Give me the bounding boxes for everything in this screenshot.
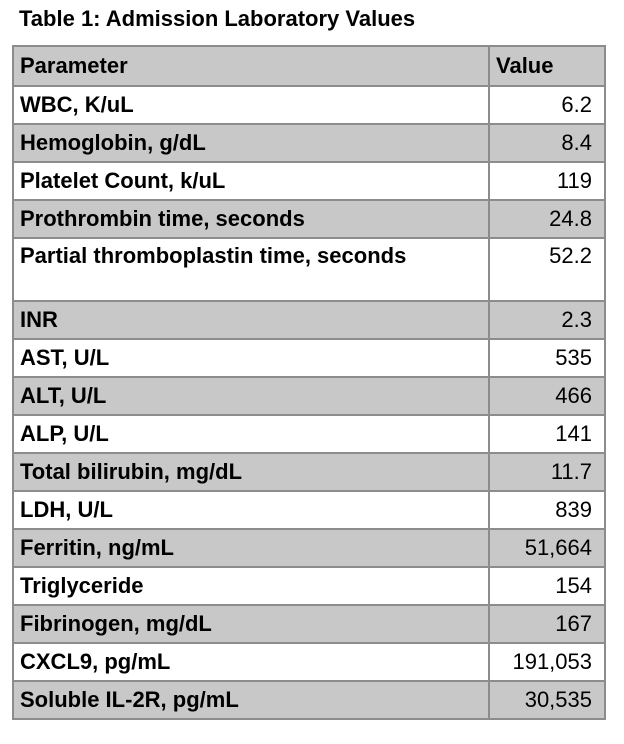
table-row (13, 86, 605, 124)
row-parameter: Triglyceride (13, 567, 489, 605)
row-parameter: WBC, K/uL (13, 86, 489, 124)
table-row (13, 200, 605, 238)
table-row (13, 453, 605, 491)
row-value: 191,053 (489, 643, 605, 681)
table-row (13, 238, 605, 301)
row-value: 24.8 (489, 200, 605, 238)
header-parameter: Parameter (13, 46, 489, 86)
table-row (13, 529, 605, 567)
row-value: 52.2 (489, 238, 605, 301)
row-value: 141 (489, 415, 605, 453)
row-value: 466 (489, 377, 605, 415)
row-parameter: LDH, U/L (13, 491, 489, 529)
row-parameter: INR (13, 301, 489, 339)
lab-values-table (12, 45, 606, 720)
table-row (13, 124, 605, 162)
header-value: Value (489, 46, 605, 86)
row-parameter: Soluble IL-2R, pg/mL (13, 681, 489, 719)
row-value: 839 (489, 491, 605, 529)
row-parameter: Ferritin, ng/mL (13, 529, 489, 567)
table-row (13, 301, 605, 339)
row-parameter: Total bilirubin, mg/dL (13, 453, 489, 491)
row-parameter: Fibrinogen, mg/dL (13, 605, 489, 643)
row-value: 154 (489, 567, 605, 605)
table-row (13, 567, 605, 605)
row-parameter: CXCL9, pg/mL (13, 643, 489, 681)
row-parameter: Prothrombin time, seconds (13, 200, 489, 238)
table-row (13, 162, 605, 200)
row-parameter: Hemoglobin, g/dL (13, 124, 489, 162)
table-row (13, 491, 605, 529)
row-value: 167 (489, 605, 605, 643)
row-value: 11.7 (489, 453, 605, 491)
row-value: 30,535 (489, 681, 605, 719)
row-value: 6.2 (489, 86, 605, 124)
row-parameter: ALT, U/L (13, 377, 489, 415)
row-parameter: AST, U/L (13, 339, 489, 377)
row-parameter: Platelet Count, k/uL (13, 162, 489, 200)
row-value: 51,664 (489, 529, 605, 567)
table-row (13, 415, 605, 453)
row-value: 8.4 (489, 124, 605, 162)
table-row (13, 643, 605, 681)
table-row (13, 681, 605, 719)
table-caption: Table 1: Admission Laboratory Values (19, 6, 416, 31)
table-row (13, 605, 605, 643)
row-value: 119 (489, 162, 605, 200)
row-parameter: ALP, U/L (13, 415, 489, 453)
row-value: 2.3 (489, 301, 605, 339)
table-header-row (13, 46, 605, 86)
table-row (13, 377, 605, 415)
row-parameter: Partial thromboplastin time, seconds (13, 238, 489, 301)
row-value: 535 (489, 339, 605, 377)
table-row (13, 339, 605, 377)
